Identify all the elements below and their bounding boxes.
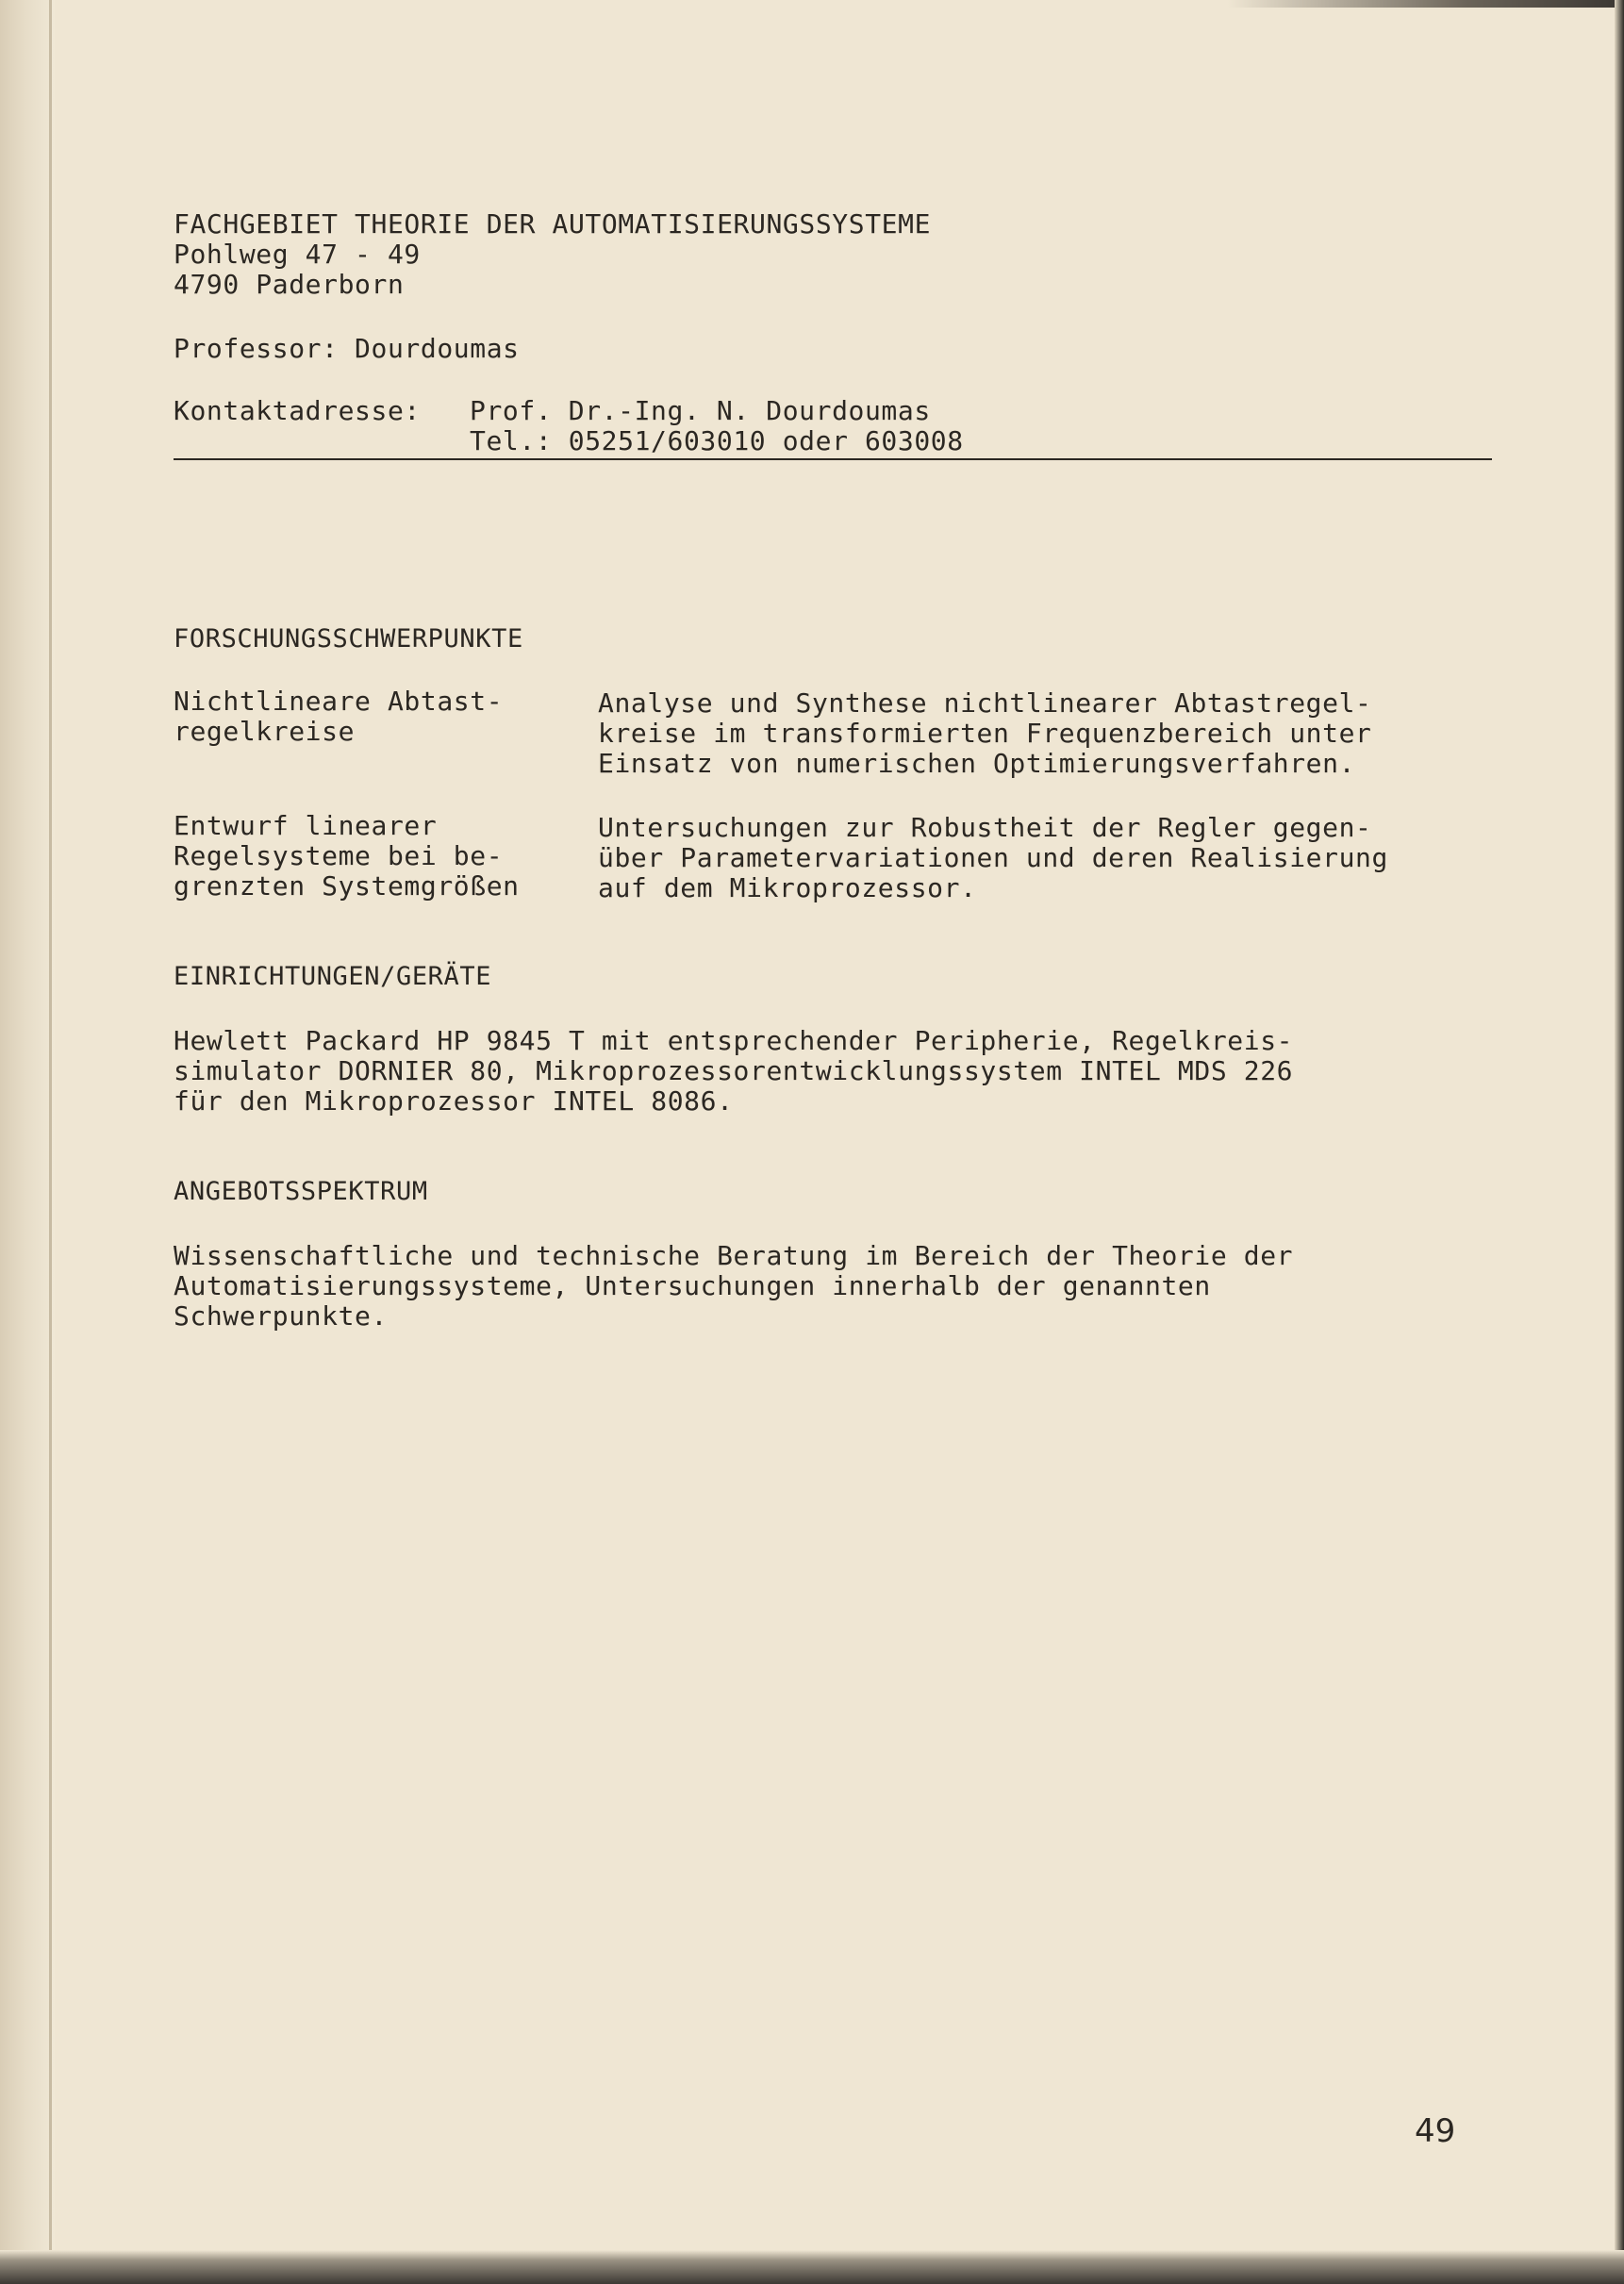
research-desc-1-line-3: Einsatz von numerischen Optimierungsverfahren.	[598, 748, 1356, 779]
offers-line-1: Wissenschaftliche und technische Beratung im Bereich der Theorie der	[174, 1240, 1294, 1271]
research-topic-2-line-1: Entwurf linearer	[174, 810, 438, 841]
research-desc-1-line-1: Analyse und Synthese nichtlinearer Abtastregel-	[598, 687, 1372, 719]
city-address: 4790 Paderborn	[174, 269, 405, 300]
equipment-heading: EINRICHTUNGEN/GERÄTE	[174, 962, 492, 991]
research-desc-2-line-3: auf dem Mikroprozessor.	[598, 872, 977, 903]
street-address: Pohlweg 47 - 49	[174, 239, 421, 270]
institution-name: FACHGEBIET THEORIE DER AUTOMATISIERUNGSSYSTEME	[174, 208, 932, 240]
research-heading: FORSCHUNGSSCHWERPUNKTE	[174, 624, 523, 654]
research-topic-1-line-2: regelkreise	[174, 716, 356, 747]
research-topic-2-line-2: Regelsysteme bei be-	[174, 840, 504, 871]
research-desc-2-line-2: über Parametervariationen und deren Realisierung	[598, 842, 1388, 873]
offers-heading: ANGEBOTSSPEKTRUM	[174, 1177, 428, 1206]
equipment-line-1: Hewlett Packard HP 9845 T mit entsprechender Peripherie, Regelkreis-	[174, 1025, 1294, 1056]
contact-phone: Tel.: 05251/603010 oder 603008	[470, 425, 964, 456]
professor-line: Professor: Dourdoumas	[174, 333, 520, 364]
research-topic-1-line-1: Nichtlineare Abtast-	[174, 686, 504, 717]
page-number: 49	[1415, 2112, 1456, 2150]
offers-line-3: Schwerpunkte.	[174, 1300, 388, 1332]
research-topic-2-line-3: grenzten Systemgrößen	[174, 870, 520, 902]
equipment-line-3: für den Mikroprozessor INTEL 8086.	[174, 1085, 734, 1117]
offers-line-2: Automatisierungssysteme, Untersuchungen innerhalb der genannten	[174, 1270, 1211, 1301]
research-desc-1-line-2: kreise im transformierten Frequenzbereich unter	[598, 718, 1372, 749]
header-divider	[174, 458, 1492, 460]
contact-name: Prof. Dr.-Ing. N. Dourdoumas	[470, 395, 931, 426]
research-desc-2-line-1: Untersuchungen zur Robustheit der Regler gegen-	[598, 812, 1372, 843]
equipment-line-2: simulator DORNIER 80, Mikroprozessorentwicklungssystem INTEL MDS 226	[174, 1055, 1294, 1086]
contact-label: Kontaktadresse:	[174, 395, 421, 426]
